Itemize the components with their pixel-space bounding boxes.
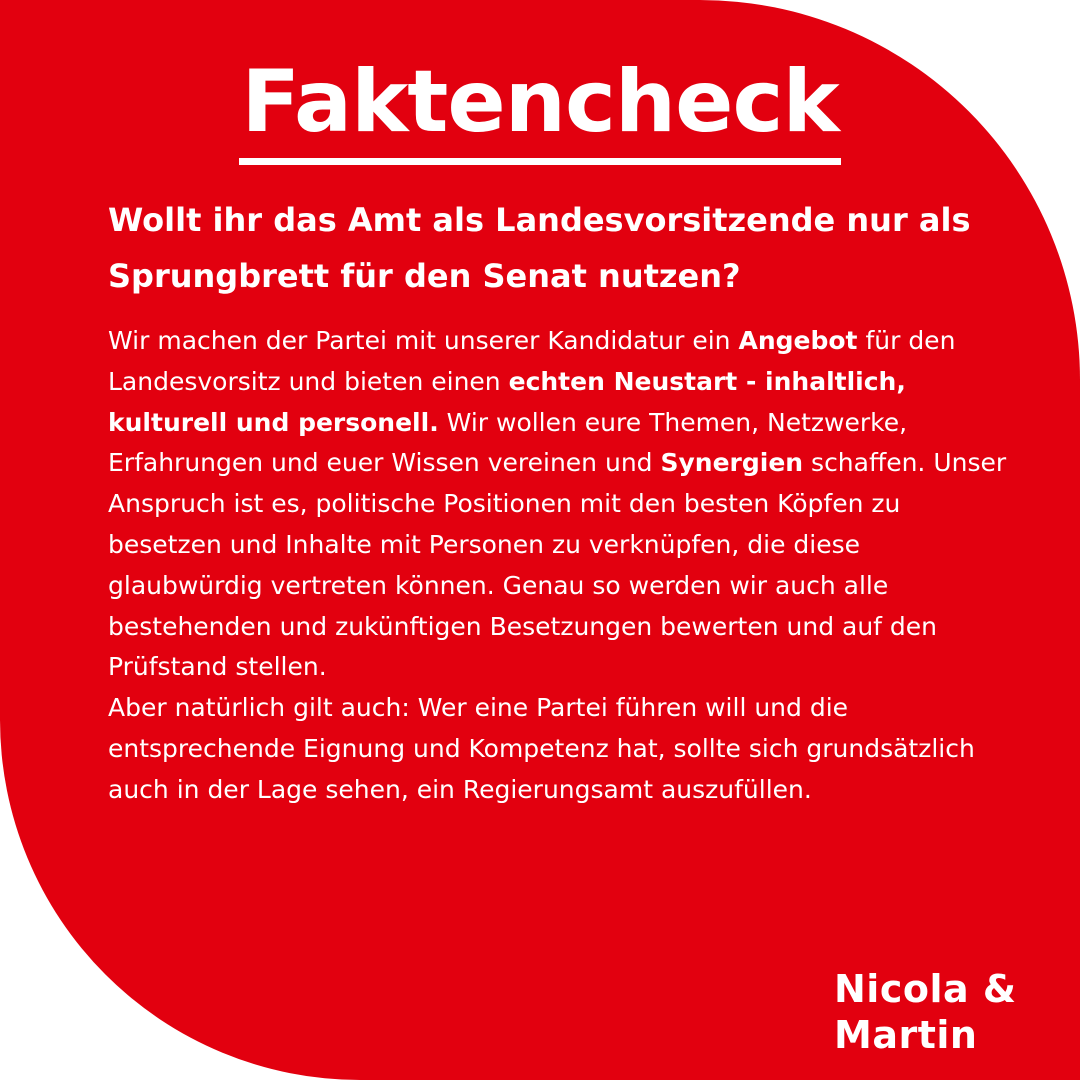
logo-line-2: Martin — [834, 1013, 978, 1057]
logo-nicola-martin — [834, 966, 1017, 1058]
page-title — [0, 48, 1080, 165]
body-segment: Wir machen der Partei mit unserer Kandidatur ein — [108, 326, 739, 355]
body-segment: Aber natürlich gilt auch: Wer eine Partei führen will und die entsprechende Eignung und Kompetenz hat, sollte sich grundsätzlich auch in der Lage sehen, ein Regierungsamt auszufüllen. — [108, 693, 975, 804]
answer-body — [108, 321, 1008, 811]
body-highlight-neustart: echten Neustart - inhaltlich, kulturell und personell. — [108, 366, 906, 437]
body-segment: für den Landesvorsitz und bieten einen — [108, 326, 956, 396]
body-highlight-synergien: Synergien — [660, 448, 804, 478]
body-segment: schaffen. Unser Anspruch ist es, politische Positionen mit den besten Köpfen zu besetzen und Inhalte mit Personen zu verknüpfen, die diese glaubwürdig vertreten können. Genau so werden wir auch alle bestehenden und zukünftigen Besetzungen bewerten und auf den Prüfstand stellen. — [108, 448, 1007, 682]
body-highlight-angebot: Angebot — [738, 326, 858, 355]
question-heading: Wollt ihr das Amt als Landesvorsitzende nur als Sprungbrett für den Senat nutzen? — [108, 201, 971, 295]
logo-line-1: Nicola & — [834, 967, 1017, 1011]
body-segment: Wir wollen eure Themen, Netzwerke, Erfahrungen und euer Wissen vereinen und — [108, 407, 908, 478]
title-text: Faktencheck — [239, 48, 840, 165]
